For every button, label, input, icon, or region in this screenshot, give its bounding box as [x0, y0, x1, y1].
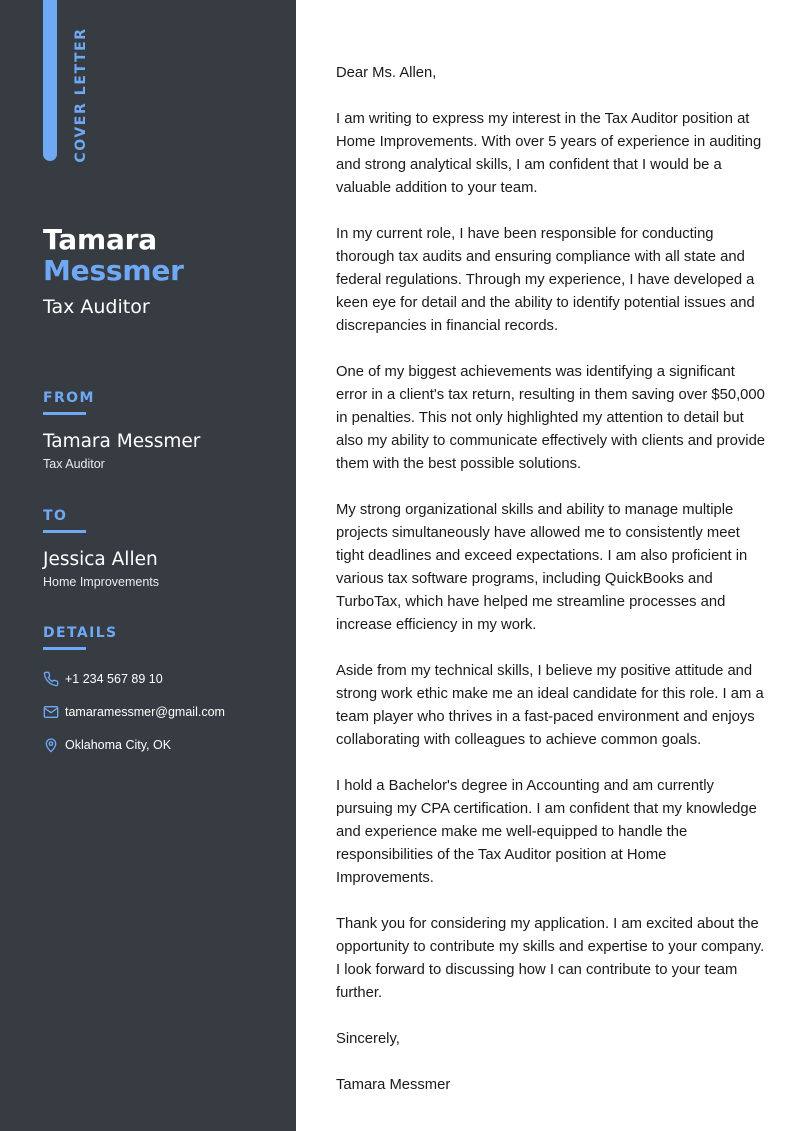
details-section [43, 624, 225, 768]
sender-name: Tamara Messmer [43, 431, 201, 452]
document-type-label: COVER LETTER [73, 27, 89, 163]
recipient-name: Jessica Allen [43, 549, 158, 570]
from-divider [43, 412, 86, 415]
from-section [43, 389, 200, 472]
details-list [43, 669, 225, 755]
job-title: Tax Auditor [43, 296, 150, 318]
phone-row [43, 669, 225, 689]
mail-icon [43, 704, 59, 720]
phone-number: +1 234 567 89 10 [65, 672, 163, 686]
signature: Tamara Messmer [336, 1077, 451, 1093]
letter-body [336, 62, 766, 1120]
email-address: tamaramessmer@gmail.com [65, 705, 225, 719]
first-name: Tamara [43, 223, 157, 256]
letter-paragraph-2: In my current role, I have been responsible for conducting thorough tax audits and ensuring compliance with all state and federal regulations. Through my experience, I have developed a keen eye for detail and the ability to identify potential issues and discrepancies in financial records. [336, 226, 755, 334]
location-row [43, 735, 225, 755]
last-name: Messmer [43, 254, 184, 287]
letter-paragraph-1: I am writing to express my interest in the Tax Auditor position at Home Improvements. With over 5 years of experience in auditing and strong analytical skills, I am confident that I would be a valuable addition to your team. [336, 111, 762, 196]
closing: Sincerely, [336, 1031, 400, 1047]
details-heading: DETAILS [43, 625, 118, 641]
accent-bar [43, 0, 57, 161]
recipient-company: Home Improvements [43, 575, 160, 589]
letter-paragraph-4: My strong organizational skills and ability to manage multiple projects simultaneously have allowed me to consistently meet tight deadlines and exceed expectations. I am also proficient in various tax software programs, including QuickBooks and TurboTax, which have helped me streamline processes and increase efficiency in my work. [336, 502, 748, 633]
letter-paragraph-5: Aside from my technical skills, I believe my positive attitude and strong work ethic make me an ideal candidate for this role. I am a team player who thrives in a fast-paced environment and enjoys collaborating with colleagues to achieve common goals. [336, 663, 764, 748]
sidebar [0, 0, 296, 1131]
from-heading: FROM [43, 390, 95, 406]
phone-icon [43, 671, 59, 687]
to-divider [43, 530, 86, 533]
name-block [43, 224, 184, 319]
letter-paragraph-3: One of my biggest achievements was identifying a significant error in a client's tax return, resulting in them saving over $50,000 in penalties. This not only highlighted my attention to detail but also my ability to communicate effectively with clients and provide them with the best possible solutions. [336, 364, 766, 472]
location-pin-icon [43, 737, 59, 753]
to-section [43, 507, 159, 590]
location: Oklahoma City, OK [65, 738, 172, 752]
salutation: Dear Ms. Allen, [336, 65, 437, 81]
letter-paragraph-6: I hold a Bachelor's degree in Accounting and am currently pursuing my CPA certification. I am confident that my knowledge and experience make me well-equipped to handle the responsibilities of the Tax Auditor position at Home Improvements. [336, 778, 757, 886]
details-divider [43, 647, 86, 650]
email-row [43, 702, 225, 722]
letter-paragraph-7: Thank you for considering my application. I am excited about the opportunity to contribute my skills and expertise to your company. I look forward to discussing how I can contribute to your team further. [336, 916, 765, 1001]
to-heading: TO [43, 508, 68, 524]
sender-title: Tax Auditor [43, 457, 105, 471]
